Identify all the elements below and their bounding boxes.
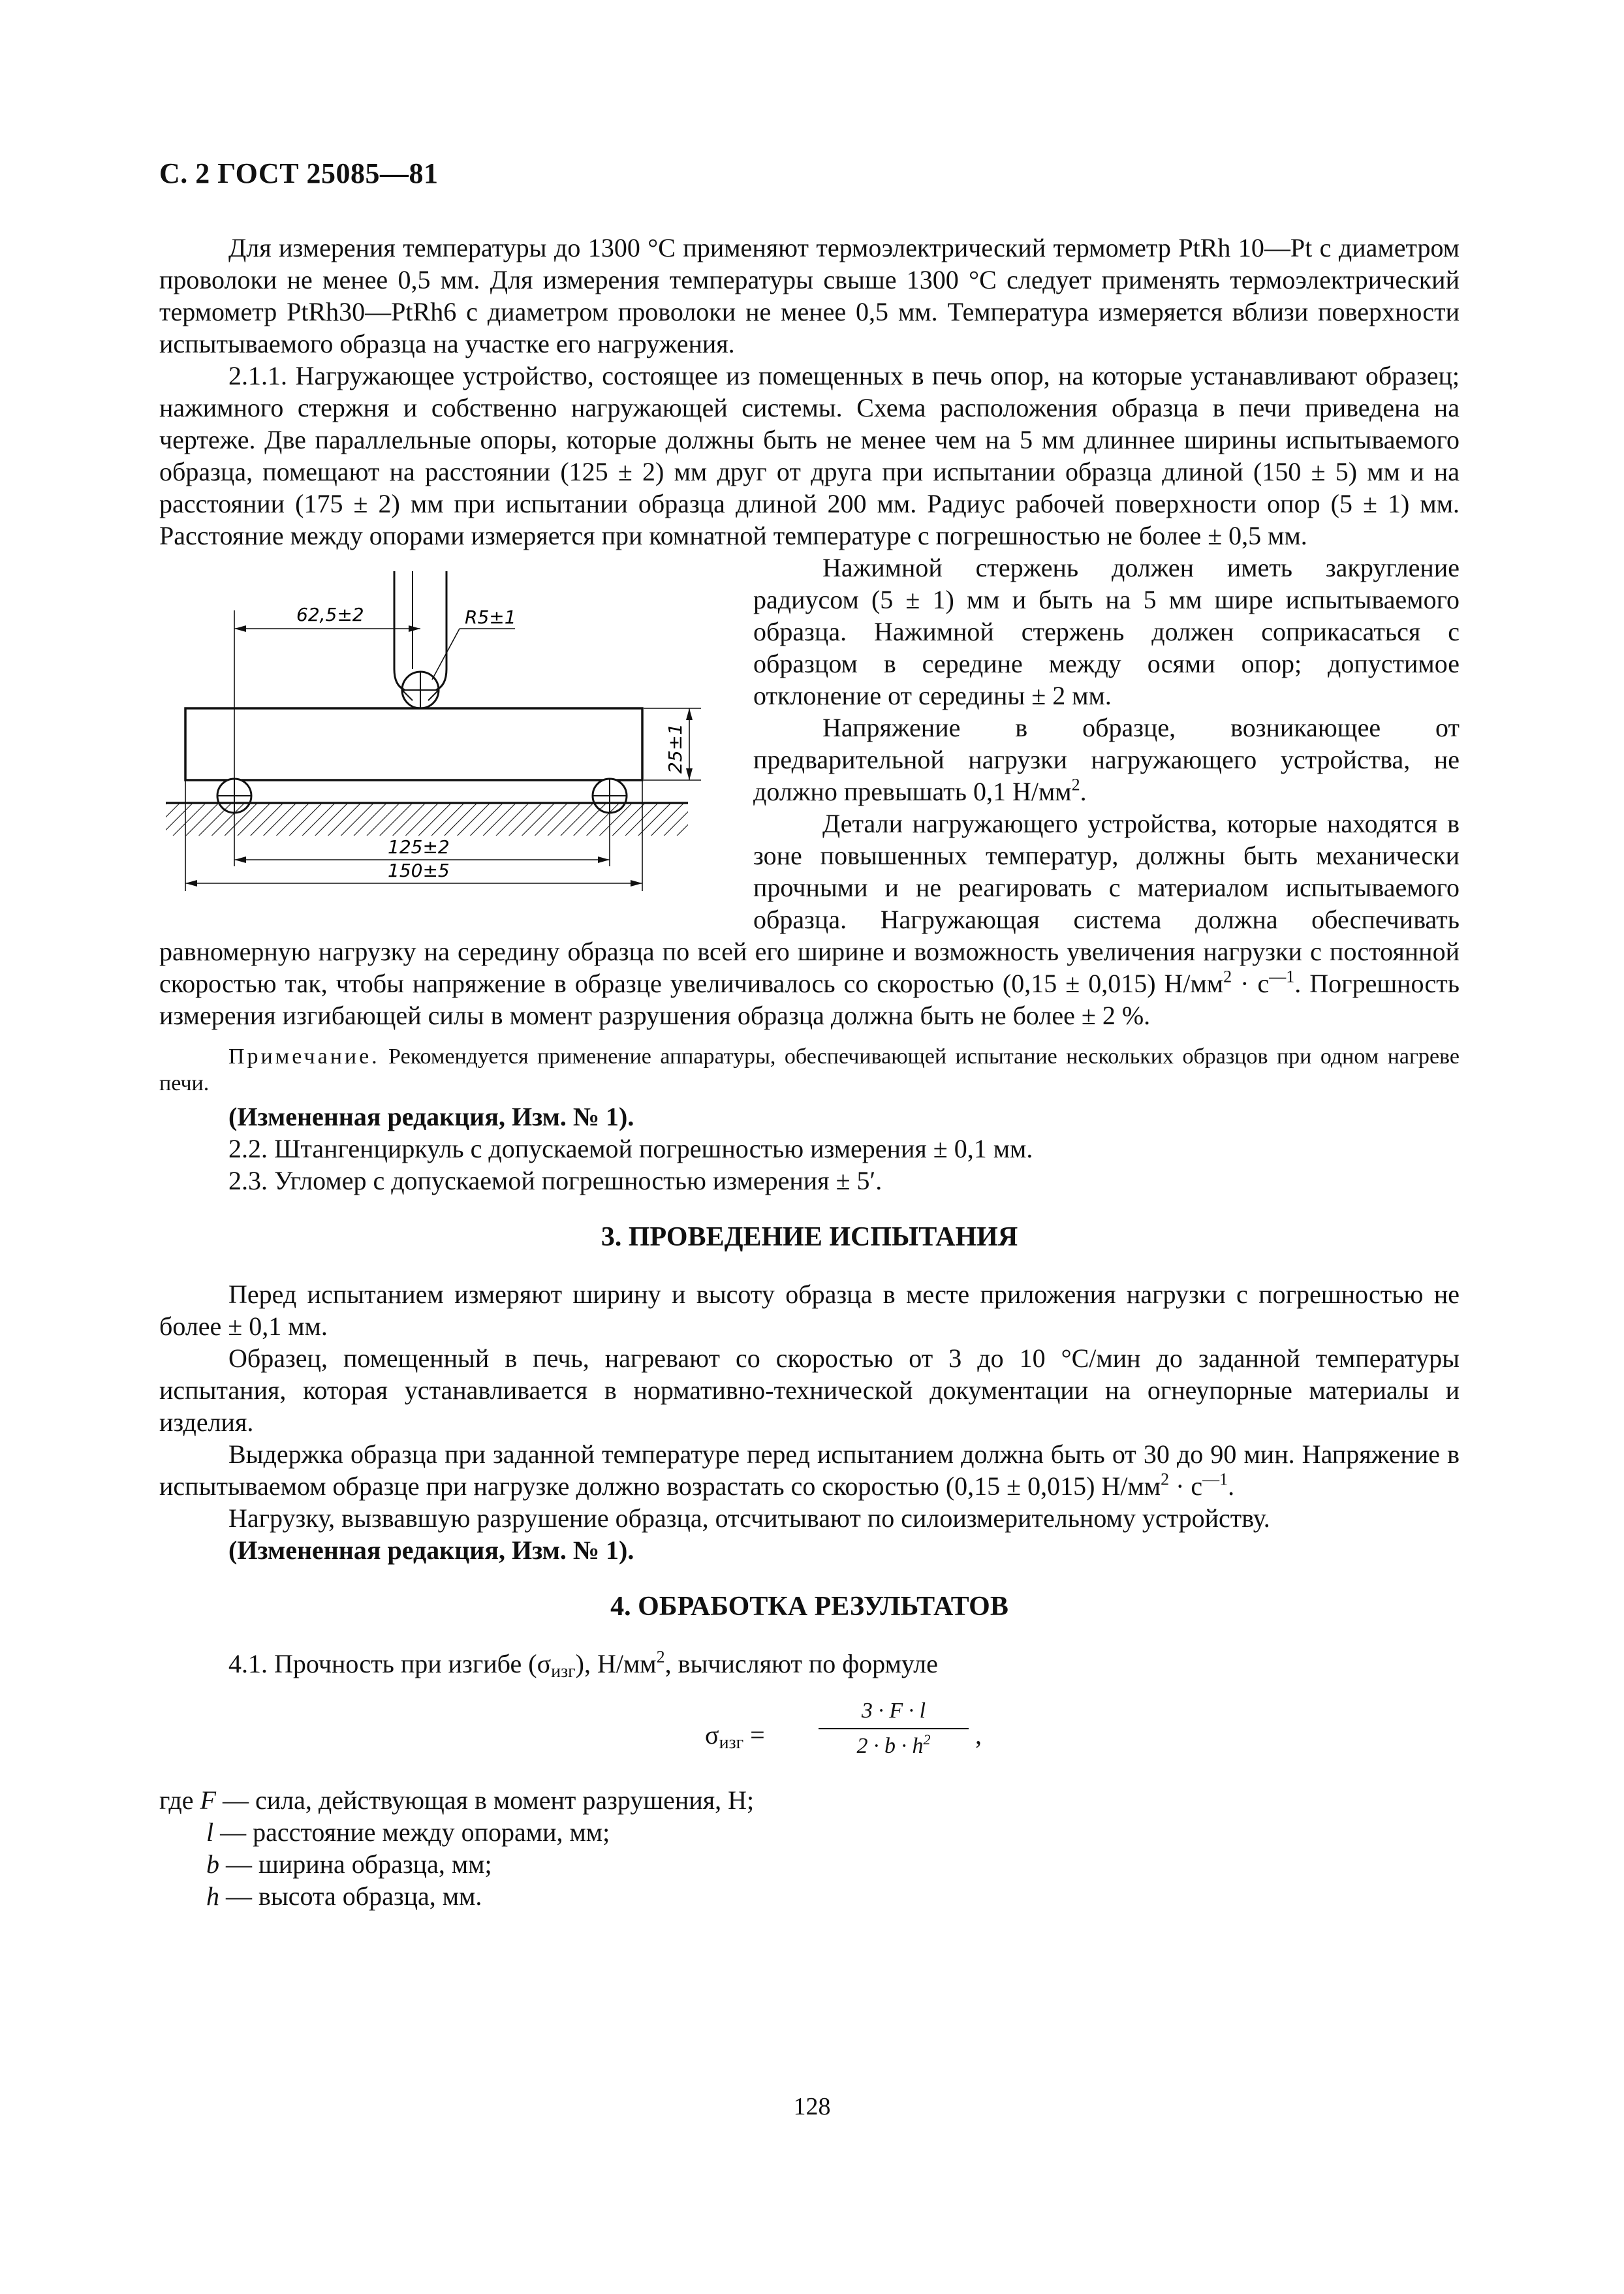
amendment-note-2: (Измененная редакция, Изм. № 1). (228, 1535, 634, 1565)
section-4-paragraph-1: 4.1. Прочность при изгибе $(\sigma_{изг})$, $Н/мм^2$, вычисляют по формуле (228, 1647, 938, 1682)
paragraph-2-1-1: 2.1.1. Нагружающее устройство, состоящее из помещенных в печь опор, на которые устанавливают образец; нажимного стержня и собственно нагружающей системы. Схема расположения образца в печи приведена на чертеже. Две параллельные опоры, которые должны быть не менее чем на 5 мм длиннее ширины испытываемого образца, помещают на расстоянии (125 ± 2) мм друг от друга при испытании образца длиной (150 ± 5) мм и на расстоянии (175 ± 2) мм при испытании образца длиной 200 мм. Радиус рабочей поверхности опор (5 ± 1) мм. Расстояние между опорами измеряется при комнатной температуре с погрешностью не более ± 0,5 мм. (159, 361, 1460, 550)
dimension-radius (432, 606, 516, 680)
paragraph-thermometer: Для измерения температуры до 1300 °С применяют термоэлектрический термометр PtRh 10—Pt с диаметром проволоки не менее 0,5 мм. Для измерения температуры свыше 1300 °С следует применять термоэлектрический термометр PtRh30—PtRh6 с диаметром проволоки не менее 0,5 мм. Температура измеряется вблизи поверхности испытываемого образца на участке его нагружения. (159, 233, 1460, 358)
amendment-note-1: (Измененная редакция, Изм. № 1). (228, 1102, 634, 1131)
item-2-2: 2.2. Штангенциркуль с допускаемой погрешностью измерения ± 0,1 мм. (228, 1134, 1033, 1163)
legend-span: l — расстояние между опорами, мм; (206, 1817, 610, 1847)
section-4-title: 4. ОБРАБОТКА РЕЗУЛЬТАТОВ (610, 1592, 1008, 1622)
dimension-half-span (234, 604, 420, 780)
page-number: 128 (793, 2093, 831, 2120)
paragraph-preload: Напряжение в образце, возникающее от предварительной нагрузки нагружающего устройства, не должно превышать 0,1 $Н/мм^2$. (753, 713, 1460, 806)
legend-width: b — ширина образца, мм; (206, 1849, 492, 1879)
svg-text:125±2: 125±2 (388, 836, 450, 858)
paragraph-press-rod: Нажимной стержень должен иметь закругление радиусом (5 ± 1) мм и быть на 5 мм шире испытываемого образца. Нажимной стержень должен соприкасаться с образцом в середине между осями опор; допустимое отклонение от середины ± 2 мм. (753, 553, 1460, 710)
body-text (159, 232, 1460, 1912)
fraction-bar (819, 1728, 969, 1729)
item-2-3: 2.3. Угломер с допускаемой погрешностью измерения ± 5′. (228, 1166, 882, 1195)
formula-denominator: $2 \cdot b \cdot h^2$ (856, 1731, 931, 1758)
legend-force: где F — сила, действующая в момент разрушения, Н; (159, 1785, 755, 1815)
svg-text:25±1: 25±1 (664, 723, 686, 774)
formula-fraction (819, 1697, 969, 1761)
paragraph-loading-parts: Детали нагружающего устройства, которые находятся в зоне повышенных температур, должны быть механически прочными и не реагировать с материалом испытываемого образца. Нагружающая система должна обеспечивать равномерную нагрузку на середину образца по всей его ширине и возможность увеличения нагрузки с постоянной скоростью так, чтобы напряжение в образце увеличивалось со скоростью (0,15 ± 0,015) $Н/мм^2 \cdot с^{—1}$. Погрешность измерения изгибающей силы в момент разрушения образца должна быть не более ± 2 %. (159, 809, 1460, 1030)
section-3-paragraph-2: Образец, помещенный в печь, нагревают со скоростью от 3 до 10 °С/мин до заданной температуры испытания, которая устанавливается в нормативно-технической документации на огнеупорные материалы и изделия. (159, 1343, 1460, 1437)
sample-bar (185, 708, 642, 780)
press-rod (394, 571, 446, 708)
loading-scheme-figure (159, 552, 734, 917)
section-3-paragraph-4: Нагрузку, вызвавшую разрушение образца, отсчитывают по силоизмерительному устройству. (228, 1503, 1270, 1533)
formula-numerator: 3 · F · l (861, 1699, 926, 1723)
bending-strength-formula (159, 1697, 1460, 1775)
svg-text:R5±1: R5±1 (465, 606, 516, 628)
dimension-height (644, 708, 701, 780)
section-3-paragraph-1: Перед испытанием измеряют ширину и высоту образца в месте приложения нагрузки с погрешностью не более ± 0,1 мм. (159, 1280, 1460, 1341)
formula-comma: , (975, 1720, 982, 1750)
svg-text:150±5: 150±5 (388, 860, 450, 881)
formula-legend (159, 1784, 1460, 1912)
svg-text:62,5±2: 62,5±2 (296, 604, 364, 625)
legend-height: h — высота образца, мм. (206, 1881, 482, 1911)
page-header: С. 2 ГОСТ 25085—81 (159, 157, 439, 189)
note: Примечание. Рекомендуется применение аппаратуры, обеспечивающей испытание нескольких образцов при одном нагреве печи. (159, 1045, 1460, 1095)
section-3-title: 3. ПРОВЕДЕНИЕ ИСПЫТАНИЯ (601, 1222, 1018, 1252)
section-3-paragraph-3: Выдержка образца при заданной температуре перед испытанием должна быть от 30 до 90 мин. Напряжение в испытываемом образце при нагрузке должно возрастать со скоростью (0,15 ± 0,015) $Н/мм^2 \cdot с^{—1}$. (159, 1439, 1460, 1501)
formula-lhs: $\sigma_{изг}$ = (705, 1720, 765, 1753)
loading-scheme-drawing (159, 552, 734, 917)
